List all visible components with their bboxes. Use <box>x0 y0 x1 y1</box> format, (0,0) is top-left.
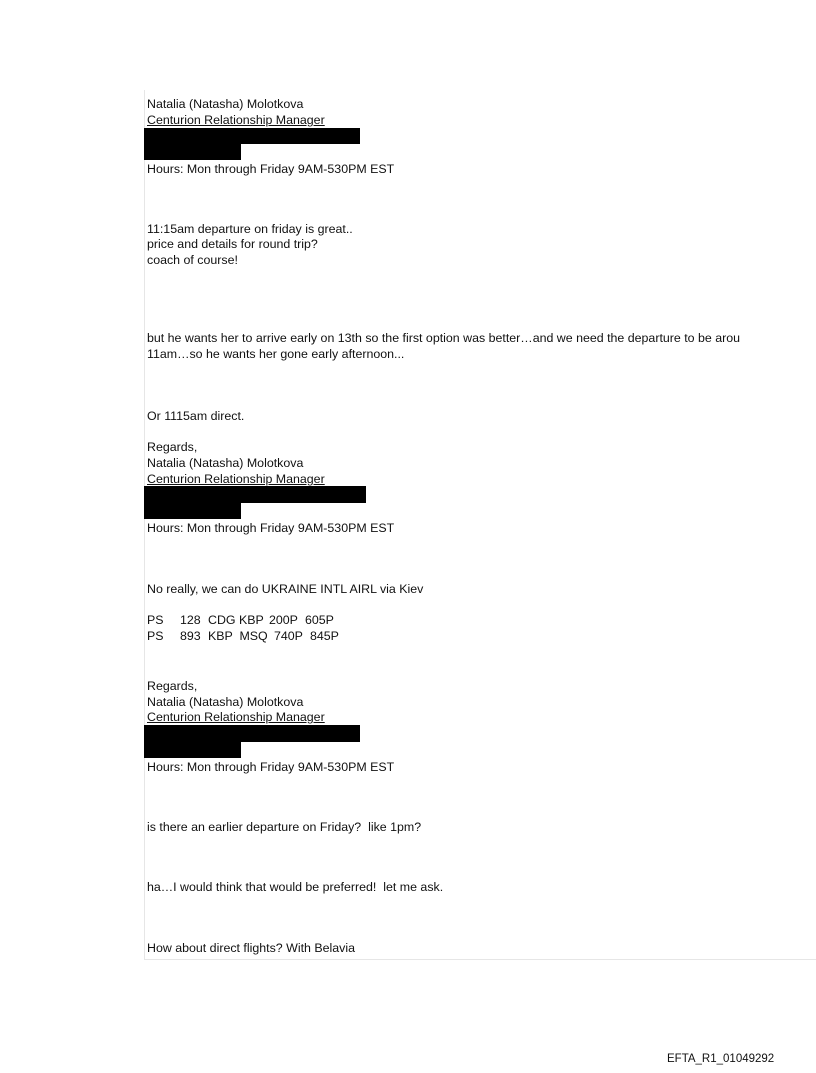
redaction-bar <box>144 742 241 758</box>
signature-hours: Hours: Mon through Friday 9AM-530PM EST <box>147 521 395 535</box>
message-line: coach of course! <box>147 253 238 267</box>
flight-route: KBP MSQ <box>208 629 268 643</box>
document-id: EFTA_R1_01049292 <box>667 1053 775 1065</box>
signature-title: Centurion Relationship Manager <box>147 710 325 724</box>
flight-number: 128 <box>180 613 201 627</box>
signature-title: Centurion Relationship Manager <box>147 472 325 486</box>
signature-regards: Regards, <box>147 679 198 693</box>
flight-row <box>147 613 447 627</box>
message-line: 11am…so he wants her gone early afternoon... <box>147 347 405 361</box>
signature-name: Natalia (Natasha) Molotkova <box>147 695 304 709</box>
redaction-bar <box>144 144 241 160</box>
redaction-bar <box>144 128 360 144</box>
message-line: No really, we can do UKRAINE INTL AIRL via Kiev <box>147 582 424 596</box>
flight-airline: PS <box>147 613 164 627</box>
flight-arrive: 605P <box>305 613 334 627</box>
flight-depart: 200P <box>269 613 298 627</box>
flight-arrive: 845P <box>310 629 339 643</box>
signature-regards: Regards, <box>147 440 198 454</box>
signature-name: Natalia (Natasha) Molotkova <box>147 97 304 111</box>
message-line: price and details for round trip? <box>147 237 318 251</box>
flight-row <box>147 629 447 643</box>
flight-number: 893 <box>180 629 201 643</box>
message-line: ha…I would think that would be preferred! let me ask. <box>147 880 444 894</box>
flight-airline: PS <box>147 629 164 643</box>
signature-name: Natalia (Natasha) Molotkova <box>147 456 304 470</box>
signature-hours: Hours: Mon through Friday 9AM-530PM EST <box>147 760 395 774</box>
signature-title: Centurion Relationship Manager <box>147 113 325 127</box>
message-line: Or 1115am direct. <box>147 409 245 423</box>
redaction-bar <box>144 486 366 503</box>
message-line: but he wants her to arrive early on 13th so the first option was better…and we need the departure to be arou <box>147 331 741 345</box>
flight-route: CDG KBP <box>208 613 264 627</box>
message-line: 11:15am departure on friday is great.. <box>147 222 353 236</box>
flight-depart: 740P <box>274 629 303 643</box>
redaction-bar <box>144 725 360 742</box>
message-line: is there an earlier departure on Friday? like 1pm? <box>147 820 422 834</box>
signature-hours: Hours: Mon through Friday 9AM-530PM EST <box>147 162 395 176</box>
redaction-bar <box>144 503 241 519</box>
message-line: How about direct flights? With Belavia <box>147 941 355 955</box>
